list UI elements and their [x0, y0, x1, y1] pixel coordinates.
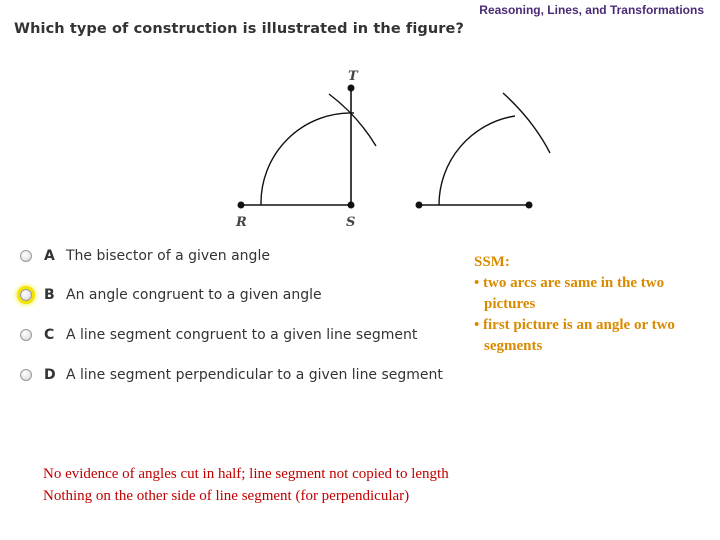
option-b[interactable] [20, 284, 322, 306]
label-s: S [346, 215, 356, 230]
ssm-heading: SSM: [474, 254, 510, 270]
construction-figure [0, 0, 720, 240]
note-line-2: Nothing on the other side of line segment (for perpendicular) [43, 488, 410, 504]
option-text: The bisector of a given angle [66, 248, 270, 264]
option-letter: B [44, 287, 55, 303]
radio-button[interactable] [20, 329, 32, 341]
option-letter: A [44, 248, 55, 264]
option-d[interactable] [20, 364, 443, 386]
option-a[interactable] [20, 245, 270, 267]
option-c[interactable] [20, 324, 417, 346]
option-letter: C [44, 327, 55, 343]
option-text: A line segment perpendicular to a given line segment [66, 367, 443, 383]
radio-button-selected[interactable] [20, 289, 32, 301]
question-text: Which type of construction is illustrated in the figure? [14, 21, 464, 37]
ssm-bullet: • two arcs are same in the two pictures [474, 275, 665, 312]
ssm-notes [474, 252, 710, 357]
point-copy-start [416, 202, 423, 209]
radio-button[interactable] [20, 369, 32, 381]
option-text: A line segment congruent to a given line segment [66, 327, 418, 343]
radio-button[interactable] [20, 250, 32, 262]
ssm-bullet: • first picture is an angle or two segments [474, 317, 675, 354]
arc-small-right [503, 93, 550, 153]
arc-large-left [261, 113, 354, 205]
note-line-1: No evidence of angles cut in half; line segment not copied to length [43, 466, 449, 482]
label-t: T [348, 69, 358, 84]
point-copy-end [526, 202, 533, 209]
label-r: R [236, 215, 247, 230]
teacher-notes [43, 463, 449, 507]
point-s [348, 202, 355, 209]
point-r [238, 202, 245, 209]
slide-header-title: Reasoning, Lines, and Transformations [479, 3, 704, 17]
option-text: An angle congruent to a given angle [66, 287, 322, 303]
point-t [348, 85, 355, 92]
arc-small-left [329, 94, 376, 146]
option-letter: D [44, 367, 56, 383]
arc-large-right [439, 116, 515, 205]
